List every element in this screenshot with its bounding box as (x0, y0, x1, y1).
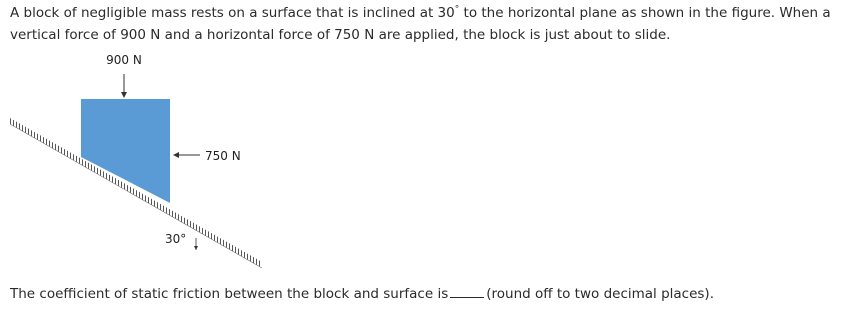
question-part-1: A block of negligible mass rests on a surface that is inclined at 30 (10, 5, 455, 21)
question-part-2: to the horizontal plane as shown in the figure. When a vertical force of 900 N and a horizontal force of 750 N are applied, the block is just about to slide. (10, 5, 831, 43)
horizontal-force-arrow (173, 152, 200, 158)
vertical-force-arrow (121, 74, 127, 98)
horizontal-force-label: 750 N (205, 149, 241, 163)
angle-marker (194, 238, 198, 250)
answer-prompt-suffix: (round off to two decimal places). (486, 286, 714, 302)
answer-prompt (10, 283, 714, 305)
answer-prompt-text: The coefficient of static friction between the block and surface is (10, 286, 449, 302)
answer-blank[interactable] (450, 285, 484, 298)
vertical-force-label: 900 N (106, 53, 142, 67)
angle-label: 30° (165, 232, 187, 246)
degree-symbol: ° (454, 4, 460, 15)
